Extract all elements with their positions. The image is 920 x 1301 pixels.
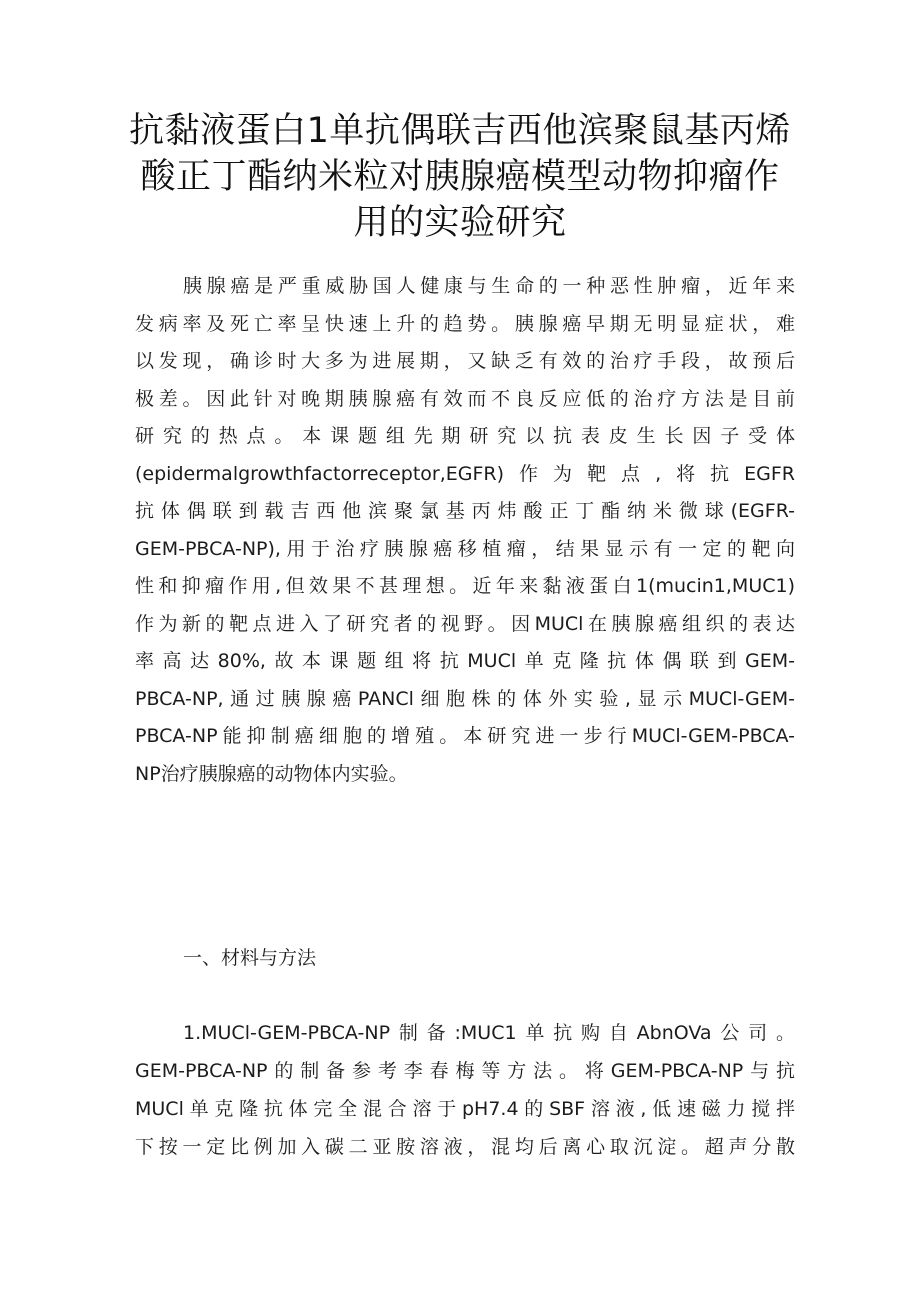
title-line-1: 抗黏液蛋白1单抗偶联吉西他滨聚鼠基丙烯 [129, 111, 791, 151]
intro-line: 发病率及死亡率呈快速上升的趋势。胰腺癌早期无明显症状，难 [135, 312, 795, 335]
intro-line: NP治疗胰腺癌的动物体内实验。 [135, 762, 408, 785]
intro-line: 极差。因此针对晚期胰腺癌有效而不良反应低的治疗方法是目前 [135, 387, 795, 410]
intro-line: 胰腺癌是严重威胁国人健康与生命的一种恶性肿瘤，近年来 [183, 275, 795, 297]
intro-line: PBCA-NP,通过胰腺癌PANCl细胞株的体外实验,显示MUCl-GEM- [135, 687, 795, 710]
intro-line: 作为新的靶点进入了研究者的视野。因MUCl在胰腺癌组织的表达 [135, 612, 795, 635]
methods-line: MUCl单克隆抗体完全混合溶于pH7.4的SBF溶液,低速磁力搅拌 [135, 1098, 795, 1120]
intro-line: 率高达80%,故本课题组将抗MUCl单克隆抗体偶联到GEM- [135, 650, 795, 672]
intro-paragraph [135, 268, 795, 793]
title-line-2: 酸正丁酯纳米粒对胰腺癌模型动物抑瘤作 [140, 157, 780, 197]
methods-line: GEM-PBCA-NP的制备参考李春梅等方法。将GEM-PBCA-NP与抗 [135, 1060, 795, 1082]
intro-line: (epidermalgrowthfactorreceptor,EGFR)作为靶点,将抗EGFR [135, 462, 795, 485]
document-title [120, 108, 800, 246]
methods-line: 1.MUCl-GEM-PBCA-NP制备:MUC1单抗购自AbnOVa公司。 [183, 1022, 795, 1044]
intro-line: 性和抑瘤作用,但效果不甚理想。近年来黏液蛋白1(mucin1,MUC1) [135, 575, 795, 597]
intro-line: 以发现，确诊时大多为进展期，又缺乏有效的治疗手段，故预后 [135, 350, 795, 372]
intro-line: 抗体偶联到载吉西他滨聚氯基丙炜酸正丁酯纳米微球(EGFR- [135, 500, 795, 522]
methods-paragraph [135, 1014, 795, 1166]
intro-line: GEM-PBCA-NP),用于治疗胰腺癌移植瘤，结果显示有一定的靶向 [135, 537, 795, 560]
methods-line: 下按一定比例加入碳二亚胺溶液，混均后离心取沉淀。超声分散 [135, 1136, 795, 1158]
section-heading: 一、材料与方法 [183, 947, 317, 969]
intro-line: 研究的热点。本课题组先期研究以抗表皮生长因子受体 [135, 425, 795, 447]
intro-line: PBCA-NP能抑制癌细胞的增殖。本研究进一步行MUCl-GEM-PBCA- [135, 725, 795, 747]
title-line-3: 用的实验研究 [353, 203, 567, 243]
